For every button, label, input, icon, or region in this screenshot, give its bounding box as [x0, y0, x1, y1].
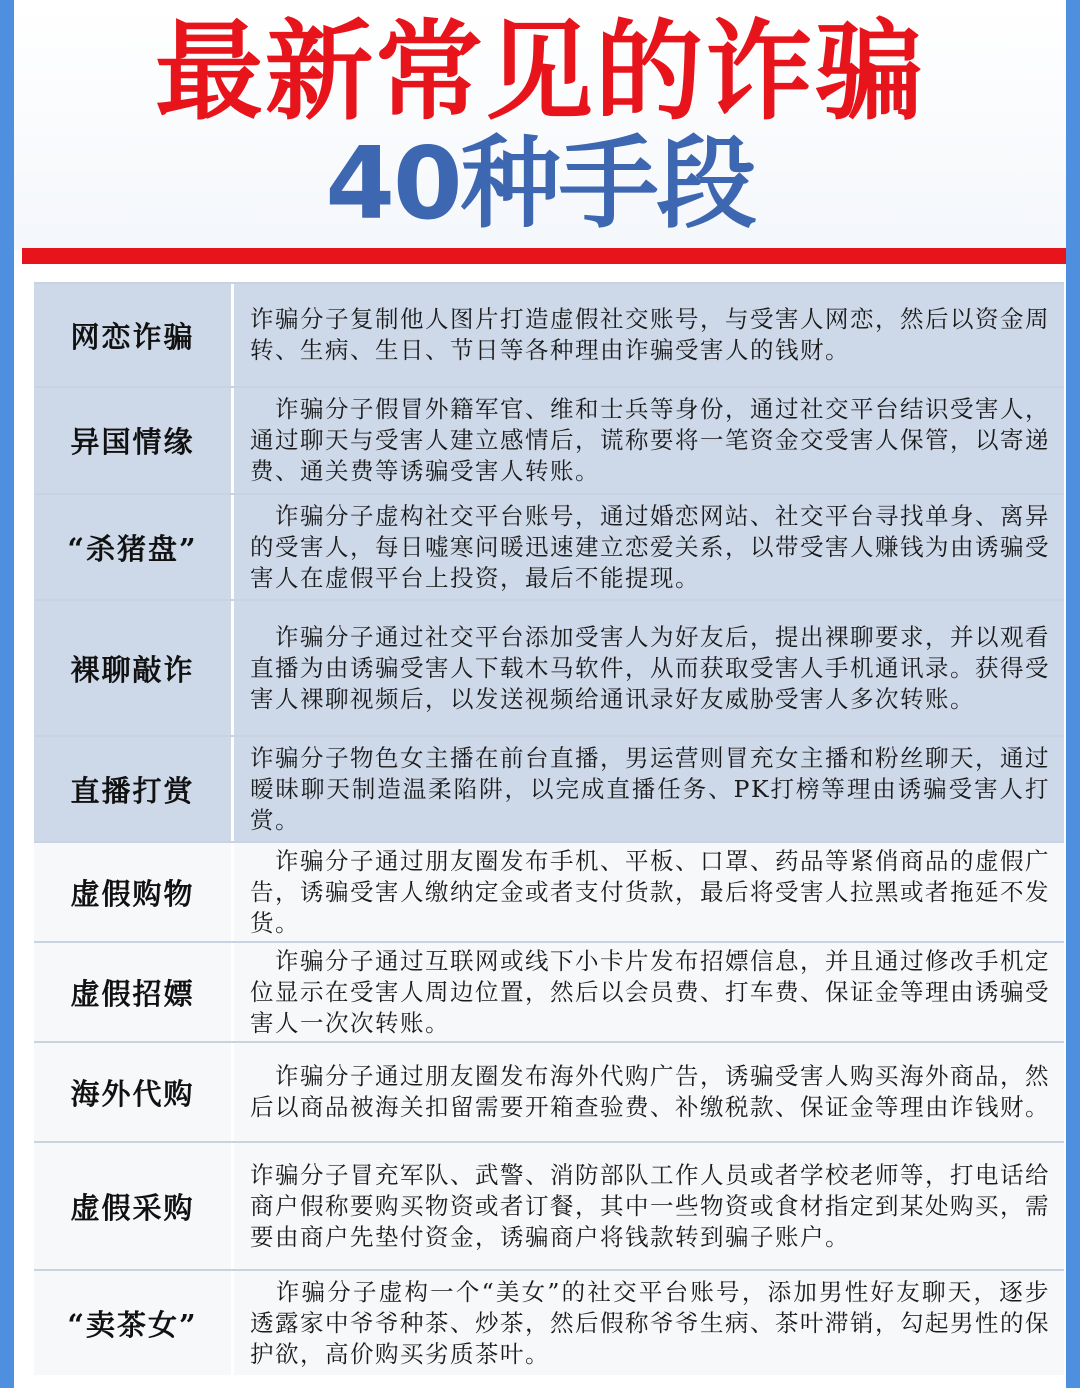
- scam-description: 诈骗分子虚构一个“美女”的社交平台账号，添加男性好友聊天，逐步透露家中爷爷种茶、炒茶，然后假称爷爷生病、茶叶滞销，勾起男性的保护欲，高价购买劣质茶叶。: [250, 1277, 1050, 1368]
- scam-name: 网恋诈骗: [34, 284, 234, 386]
- table-row: [34, 599, 1064, 735]
- header: [14, 0, 1066, 250]
- scam-name: “卖茶女”: [34, 1271, 234, 1375]
- scam-table: [34, 282, 1064, 1375]
- scam-description: 诈骗分子假冒外籍军官、维和士兵等身份，通过社交平台结识受害人，通过聊天与受害人建立感情后，谎称要将一笔资金交受害人保管，以寄递费、通关费等诱骗受害人转账。: [250, 395, 1050, 485]
- table-row: [34, 282, 1064, 386]
- table-row: [34, 1141, 1064, 1269]
- table-row: [34, 941, 1064, 1041]
- scam-name: 虚假招嫖: [34, 943, 234, 1041]
- scam-description: 诈骗分子虚构社交平台账号，通过婚恋网站、社交平台寻找单身、离异的受害人，每日嘘寒问暖迅速建立恋爱关系，以带受害人赚钱为由诱骗受害人在虚假平台上投资，最后不能提现。: [250, 501, 1050, 592]
- table-row: [34, 386, 1064, 493]
- scam-name: 虚假购物: [34, 843, 234, 941]
- scam-description: 诈骗分子通过互联网或线下小卡片发布招嫖信息，并且通过修改手机定位显示在受害人周边位置，然后以会员费、打车费、保证金等理由诱骗受害人一次次转账。: [250, 946, 1050, 1037]
- scam-name: 异国情缘: [34, 388, 234, 493]
- scam-name: “杀猪盘”: [34, 495, 234, 599]
- table-row: [34, 841, 1064, 941]
- page-title: 最新常见的诈骗: [154, 10, 925, 135]
- scam-description: 诈骗分子通过朋友圈发布海外代购广告，诱骗受害人购买海外商品，然后以商品被海关扣留需要开箱查验费、补缴税款、保证金等理由诈钱财。: [250, 1062, 1050, 1121]
- scam-description: 诈骗分子通过朋友圈发布手机、平板、口罩、药品等紧俏商品的虚假广告，诱骗受害人缴纳定金或者支付货款，最后将受害人拉黑或者拖延不发货。: [250, 846, 1050, 937]
- scam-name: 直播打赏: [34, 737, 234, 841]
- scam-name: 虚假采购: [34, 1143, 234, 1269]
- scam-description: 诈骗分子冒充军队、武警、消防部队工作人员或者学校老师等，打电话给商户假称要购买物资或者订餐，其中一些物资或食材指定到某处购买，需要由商户先垫付资金，诱骗商户将钱款转到骗子账户。: [250, 1160, 1050, 1251]
- scam-name: 裸聊敲诈: [34, 601, 234, 735]
- table-row: [34, 1041, 1064, 1141]
- scam-description: 诈骗分子通过社交平台添加受害人为好友后，提出裸聊要求，并以观看直播为由诱骗受害人下载木马软件，从而获取受害人手机通讯录。获得受害人裸聊视频后，以发送视频给通讯录好友威胁受害人多次转账。: [250, 622, 1050, 713]
- scam-description: 诈骗分子物色女主播在前台直播，男运营则冒充女主播和粉丝聊天，通过暧昧聊天制造温柔陷阱，以完成直播任务、PK打榜等理由诱骗受害人打赏。: [250, 743, 1050, 834]
- divider: [22, 248, 1066, 264]
- table-row: [34, 493, 1064, 599]
- table-row: [34, 735, 1064, 841]
- page-subtitle: 40种手段: [325, 125, 755, 242]
- scam-description: 诈骗分子复制他人图片打造虚假社交账号，与受害人网恋，然后以资金周转、生病、生日、节日等各种理由诈骗受害人的钱财。: [250, 305, 1050, 364]
- table-row: [34, 1269, 1064, 1375]
- poster: [14, 0, 1066, 1388]
- scam-name: 海外代购: [34, 1043, 234, 1141]
